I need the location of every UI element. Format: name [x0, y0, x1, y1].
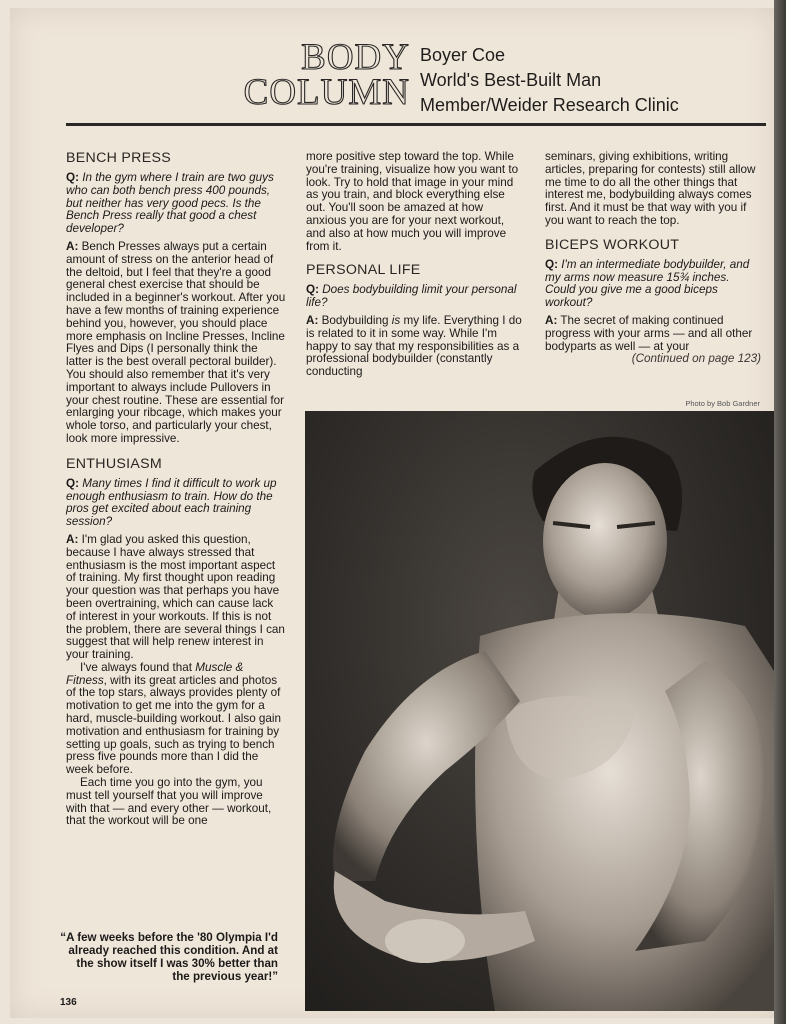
answer-text: Bench Presses always put a certain amount of stress on the anterior head of the deltoid, but I feel that they're a good general chest exercise that should be included in a beginner's workout. After you have a few months of training experience behind you, however, you should place more emphasis on Incline Presses, Incline Flyes and Dips (I personally think the latter is the best overall pectoral builder). You should also remember that it's very important to always include Pullovers in your chest routine. These are essential for enlarging your ribcage, which makes your whole torso, and particularly your chest, look more impressive.	[66, 239, 286, 445]
paragraph-each-time: Each time you go into the gym, you must tell yourself that you will improve with that — and every other — workout, that the workout will be one	[66, 776, 272, 828]
column-2	[306, 151, 524, 384]
text-fragment: I've always found that	[80, 660, 196, 674]
question-biceps	[545, 259, 761, 310]
text-fragment: is	[391, 313, 401, 327]
logo-line-1: BODY	[301, 37, 410, 78]
page-number: 136	[60, 997, 77, 1008]
q-label: Q:	[66, 171, 79, 184]
bodybuilder-photo	[305, 411, 774, 1011]
section-heading-enthusiasm: ENTHUSIASM	[66, 455, 163, 472]
question-bench-press	[66, 172, 286, 236]
section-heading-biceps-workout: BICEPS WORKOUT	[545, 236, 680, 253]
author-title: World's Best-Built Man	[420, 70, 602, 90]
answer-bench-press	[66, 241, 286, 446]
answer-personal-life	[306, 315, 524, 379]
answer-text: The secret of making continued progress with your arms — and all other bodyparts as well — at your	[545, 313, 753, 353]
column-3	[545, 151, 761, 366]
pull-quote: “A few weeks before the '80 Olympia I'd already reached this condition. And at the show itself I was 30% better than the previous year!”	[60, 931, 278, 983]
page-edge-shadow	[774, 0, 786, 1024]
magazine-name: Muscle & Fitness	[66, 660, 244, 687]
question-text: I'm an intermediate bodybuilder, and my arms now measure 15¾ inches. Could you give me a good biceps workout?	[545, 257, 750, 310]
bodybuilder-figure	[305, 411, 774, 1011]
question-text: Does bodybuilding limit your personal life?	[306, 283, 517, 310]
question-personal-life	[306, 284, 524, 310]
author-name: Boyer Coe	[420, 45, 506, 65]
a-label: A:	[306, 313, 319, 327]
answer-text: I'm glad you asked this question, because I have always stressed that enthusiasm is the most important aspect of training. My first thought upon reading your question was that perhaps you have been overtraining, which can cause lack of interest in your workouts. If this is not the problem, there are several things I can suggest that will help renew interest in your training.	[66, 532, 285, 662]
section-heading-personal-life: PERSONAL LIFE	[306, 262, 421, 279]
continued-on-page: (Continued on page 123)	[631, 352, 761, 366]
q-label: Q:	[306, 283, 319, 297]
a-label: A:	[66, 239, 79, 253]
author-affiliation: Member/Weider Research Clinic	[420, 95, 679, 115]
a-label: A:	[545, 313, 558, 327]
answer-enthusiasm	[66, 534, 286, 662]
masthead-rule	[66, 123, 766, 126]
photo-credit: Photo by Bob Gardner	[685, 399, 760, 408]
text-fragment: Bodybuilding	[321, 313, 392, 327]
section-heading-bench-press: BENCH PRESS	[66, 150, 172, 166]
paragraph-muscle-fitness	[66, 662, 286, 777]
masthead-info	[420, 43, 679, 118]
question-text: In the gym where I train are two guys who can both bench press 400 pounds, but neither has very good pecs. Is the Bench Press really that good a chest developer?	[66, 171, 274, 236]
body-column-logo	[225, 37, 410, 113]
logo-line-2: COLUMN	[243, 72, 410, 113]
answer-biceps	[545, 315, 761, 353]
question-text: Many times I find it difficult to work up enough enthusiasm to train. How do the pros get excited about each training session?	[66, 476, 277, 529]
q-label: Q:	[545, 257, 558, 271]
q-label: Q:	[66, 476, 79, 490]
text-fragment: my life. Everything I do is related to it in some way. While I'm happy to say that my responsibilities as a professional bodybuilder (constantly conducting	[306, 313, 522, 379]
continued-text: more positive step toward the top. While you're training, visualize how you want to look. Try to hold that image in your mind as you train, and block everything else out. You'll soon be amazed at how anxious you are for your next workout, and also at how much you will improve from it.	[306, 150, 519, 253]
continued-text: seminars, giving exhibitions, writing articles, preparing for contests) still allow me time to do all the other things that interest me, bodybuilding always comes first. And it must be that way with you if you want to reach the top.	[545, 150, 756, 227]
a-label: A:	[66, 532, 79, 546]
column-1	[66, 150, 286, 828]
text-fragment: , with its great articles and photos of the top stars, always provides plenty of motivation to get me into the gym for a hard, muscle-building workout. I also gain motivation and enthusiasm for training by setting up goals, such as trying to bench press five pounds more than I did the week before.	[66, 673, 282, 777]
question-enthusiasm	[66, 478, 286, 529]
